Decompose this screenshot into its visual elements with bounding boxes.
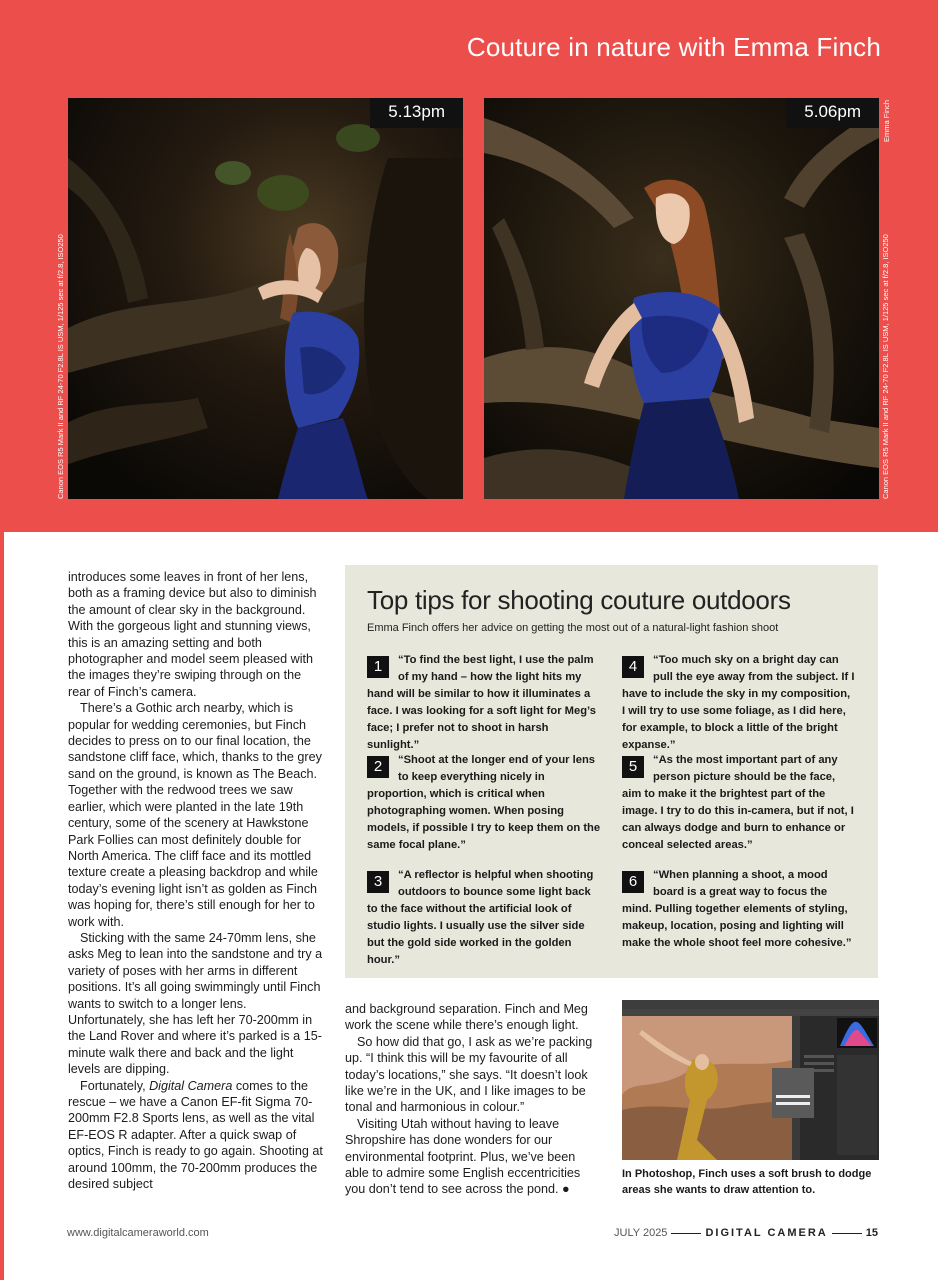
time-badge: 5.13pm (370, 98, 463, 128)
end-mark-icon: ● (562, 1182, 570, 1197)
tip-number: 4 (622, 656, 644, 678)
footer-magazine: DIGITAL CAMERA (705, 1227, 828, 1239)
tip-number: 1 (367, 656, 389, 678)
tips-subtitle: Emma Finch offers her advice on getting the most out of a natural-light fashion shoot (367, 622, 779, 634)
paragraph-rest: comes to the rescue – we have a Canon EF-fit Sigma 70-200mm F2.8 Sports lens, as well as the vital EF-EOS R adapter. After a quick swap of optics, Finch is ready to go again. Shooting at around 100mm, the 70-200mm produces the desired subject (68, 1078, 323, 1192)
photo-left (68, 98, 463, 499)
article-paragraph (345, 1116, 601, 1198)
tip-item (622, 652, 856, 754)
tip-number: 2 (367, 756, 389, 778)
article-paragraph (68, 1078, 326, 1193)
paragraph-lead: Fortunately, (80, 1078, 146, 1093)
article-paragraph: and background separation. Finch and Meg work the scene while there’s enough light. (345, 1002, 588, 1033)
photo-right (484, 98, 879, 499)
screenshot-caption: In Photoshop, Finch uses a soft brush to dodge areas she wants to draw attention to. (622, 1168, 872, 1196)
page-number: 15 (865, 1227, 878, 1239)
article-paragraph: Sticking with the same 24-70mm lens, she asks Meg to lean into the sandstone and try a variety of poses with her arms in different positions. It’s all going swimmingly until Finch wants to switch to a longer lens. Unfortunately, she has left her 70-200mm in the Land Rover and where it’s parked is a 15-minute walk there and back and the light levels are dipping. (68, 930, 323, 1077)
tip-item (622, 752, 856, 854)
photo-right-caption: Canon EOS R5 Mark II and RF 24-70 F2.8L IS USM, 1/125 sec at f/2.8, ISO250 (881, 234, 890, 499)
photo-credit: Emma Finch (882, 99, 891, 142)
footer-issue: JULY 2025 (614, 1227, 668, 1239)
tip-text: “As the most important part of any person picture should be the face, aim to make it the brightest part of the image. I try to do this in-camera, but if not, I can always dodge and burn to enhance or conceal selected areas.” (622, 754, 854, 851)
photoshop-screenshot-image (622, 1000, 879, 1160)
footer-url: www.digitalcameraworld.com (67, 1227, 209, 1239)
footer-folio (614, 1227, 878, 1239)
time-badge: 5.06pm (786, 98, 879, 128)
tips-box (345, 565, 878, 978)
article-column-2 (345, 1001, 601, 1198)
article-paragraph: introduces some leaves in front of her lens, both as a framing device but also to diminish the amount of clear sky in the background. With the gorgeous light and stunning views, this is an amazing setting and both photographer and model seem pleased with the images they’re swiping through on the rear of Finch’s camera. (68, 570, 317, 699)
accent-stripe (0, 532, 4, 1280)
tip-item (367, 652, 601, 754)
paragraph-text: Visiting Utah without having to leave Shropshire has done wonders for our environmental footprint. Plus, we’ve been able to admire some English eccentricities you don’t tend to see across the pond. (345, 1116, 581, 1197)
photoshop-screenshot (622, 1000, 879, 1160)
tip-text: “Too much sky on a bright day can pull the eye away from the subject. If I have to include the sky in my composition, I will try to use some foliage, as I did here, for example, to block a little of the bright expanse.” (622, 654, 855, 751)
footer-rule (671, 1233, 701, 1234)
magazine-name-italic: Digital Camera (149, 1078, 233, 1093)
tip-text: “Shoot at the longer end of your lens to keep everything nicely in proportion, which is critical when photographing women. When posing models, if possible I try to keep them on the same focal plane.” (367, 754, 601, 851)
photo-right-image (484, 98, 879, 499)
tip-item (622, 867, 856, 952)
tip-text: “To find the best light, I use the palm of my hand – how the light hits my hand will be similar to how it illuminates a face. I was looking for a soft light for Meg’s face; I prefer not to shoot in harsh sunlight.” (367, 654, 596, 751)
tip-number: 3 (367, 871, 389, 893)
tip-item (367, 867, 601, 969)
tip-number: 5 (622, 756, 644, 778)
page-title: Couture in nature with Emma Finch (466, 32, 881, 62)
photo-left-caption: Canon EOS R5 Mark II and RF 24-70 F2.8L IS USM, 1/125 sec at f/2.8, ISO250 (56, 234, 65, 499)
tip-item (367, 752, 601, 854)
article-column-1 (68, 569, 326, 1192)
footer-rule (832, 1233, 862, 1234)
tips-title: Top tips for shooting couture outdoors (367, 585, 791, 615)
article-paragraph: So how did that go, I ask as we’re packing up. “I think this will be my favourite of all today’s locations,” she says. “It doesn’t look like we’re in the UK, and I like images to be tonal and harmonious in colour.” (345, 1034, 593, 1115)
tip-number: 6 (622, 871, 644, 893)
photo-left-image (68, 98, 463, 499)
tip-text: “A reflector is helpful when shooting outdoors to bounce some light back to the face without the artificial look of studio lights. I usually use the silver side but the gold side worked in the golden hour.” (367, 869, 594, 966)
tip-text: “When planning a shoot, a mood board is a great way to focus the mind. Pulling together elements of styling, makeup, location, posing and lighting will make the whole shoot feel more cohesive.” (622, 869, 852, 949)
article-paragraph: There’s a Gothic arch nearby, which is popular for wedding ceremonies, but Finch decides to press on to our final location, the sandstone cliff face, which, thanks to the grey sand on the ground, is known as The Beach. Together with the redwood trees we saw earlier, which were planted in the late 19th century, some of the scenery at Hawkstone Park Follies can most definitely double for North America. The cliff face and its mottled texture create a pleasing backdrop and while today’s evening light isn’t as golden as Finch was hoping for, there’s still enough for her to work with. (68, 701, 322, 929)
